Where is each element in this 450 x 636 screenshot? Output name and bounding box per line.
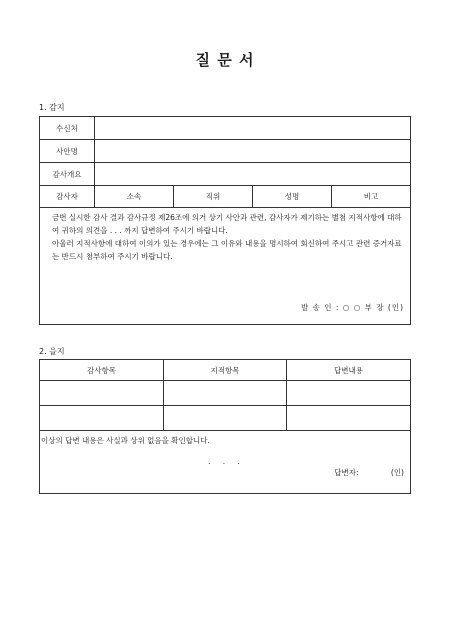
auditor-affiliation-header: 소속	[95, 186, 174, 208]
request-paragraph-2: 아울러 지적사항에 대하여 이의가 있는 경우에는 그 이유와 내용을 명시하여 회신하여 주시고 관련 증거자료는 반드시 첨부하여 주시기 바랍니다.	[52, 239, 402, 261]
audit-item-cell[interactable]	[40, 381, 164, 406]
case-name-row	[40, 140, 411, 163]
finding-item-cell[interactable]	[164, 406, 287, 431]
confirmation-row	[40, 431, 411, 494]
recipient-label: 수신처	[40, 117, 95, 140]
response-header-row	[40, 360, 411, 381]
answer-content-cell[interactable]	[287, 381, 411, 406]
case-name-value[interactable]	[95, 140, 411, 163]
confirmation-text: 이상의 답변 내용은 사실과 상위 없음을 확인합니다.	[41, 436, 210, 445]
response-row-1	[40, 381, 411, 406]
section-2-label: 2. 을지	[39, 347, 65, 356]
request-body	[40, 208, 411, 325]
audit-overview-label: 감사개요	[40, 163, 95, 186]
auditor-position-header: 직위	[174, 186, 253, 208]
request-body-row	[40, 208, 411, 325]
auditor-name-header: 성명	[253, 186, 332, 208]
answer-content-header: 답변내용	[287, 360, 411, 381]
section-1-label: 1. 감지	[39, 103, 65, 112]
answerer-line	[334, 467, 404, 478]
finding-item-header: 지적항목	[164, 360, 287, 381]
audit-info-table	[39, 116, 411, 325]
sender-line: 발 송 인 : ○ ○ 부 장 (인)	[300, 303, 404, 312]
seal-mark: (인)	[390, 468, 404, 477]
confirmation-cell	[40, 431, 411, 494]
audit-overview-row	[40, 163, 411, 186]
case-name-label: 사안명	[40, 140, 95, 163]
audit-item-header: 감사항목	[40, 360, 164, 381]
audit-item-cell[interactable]	[40, 406, 164, 431]
answerer-label: 답변자:	[334, 468, 359, 477]
document-title: 질 문 서	[195, 51, 255, 69]
response-row-2	[40, 406, 411, 431]
request-paragraph-1: 금번 실시한 감사 결과 감사규정 제26조에 의거 상기 사안과 관련, 감사자가 제기하는 별첨 지적사항에 대하여 귀하의 의견을 . . . 까지 답변하여 주시기 바랍니다.	[52, 213, 402, 235]
response-table	[39, 359, 411, 494]
recipient-row	[40, 117, 411, 140]
date-dots: . . .	[208, 457, 245, 466]
answer-content-cell[interactable]	[287, 406, 411, 431]
audit-overview-value[interactable]	[95, 163, 411, 186]
finding-item-cell[interactable]	[164, 381, 287, 406]
auditor-row	[40, 186, 411, 208]
auditor-remarks-header: 비고	[332, 186, 411, 208]
auditor-label: 감사자	[40, 186, 95, 208]
recipient-value[interactable]	[95, 117, 411, 140]
